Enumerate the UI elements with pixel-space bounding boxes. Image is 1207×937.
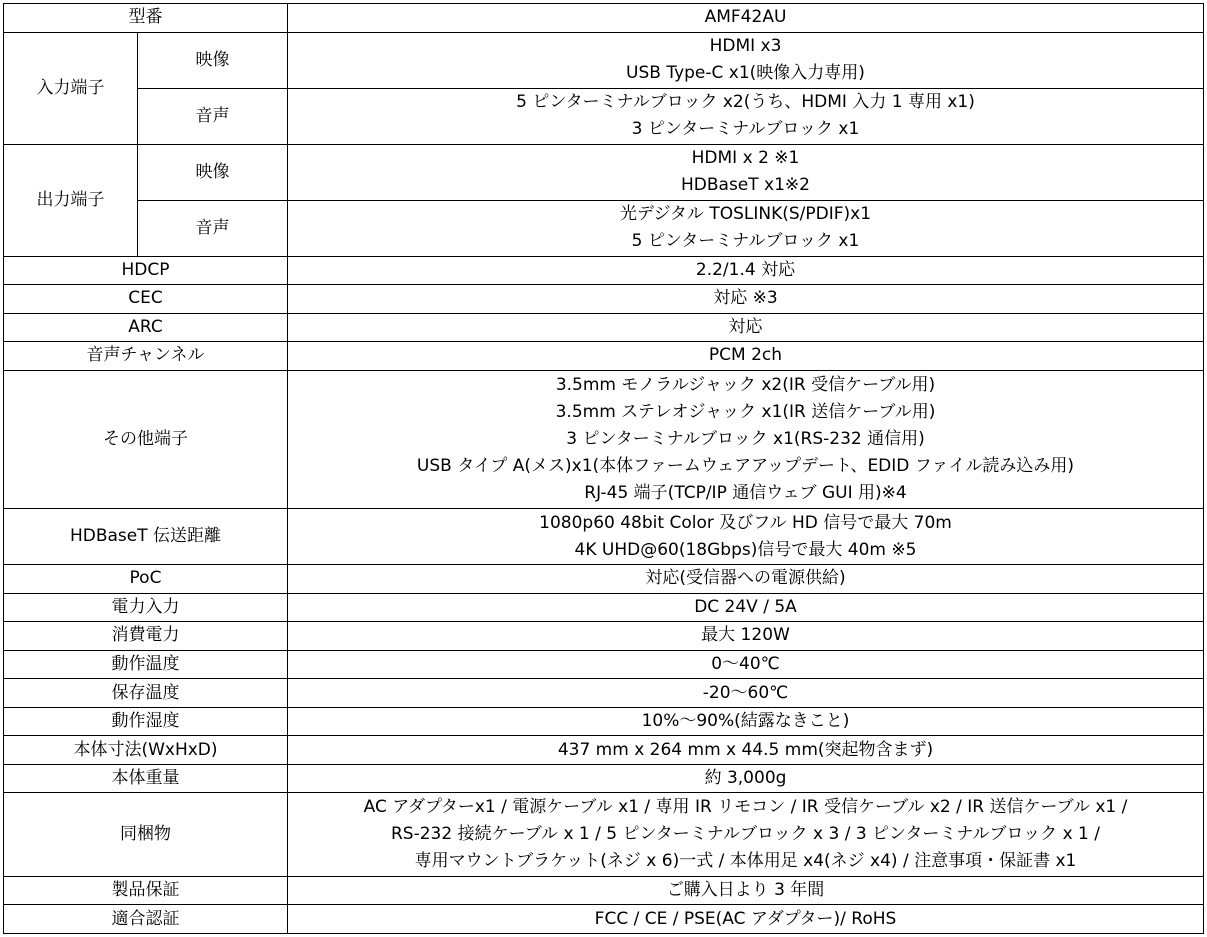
spec-row-weight: [4, 764, 1204, 793]
spec-row-hdbaset-distance: [4, 509, 1204, 565]
spec-row-input-audio: [4, 88, 1204, 144]
spec-value: ご購入日より 3 年間: [288, 876, 1204, 905]
spec-label: HDCP: [4, 256, 288, 285]
spec-value: AC アダプターx1 / 電源ケーブル x1 / 専用 IR リモコン / IR 受信ケーブル x2 / IR 送信ケーブル x1 / RS-232 接続ケーブル x 1 / 5 ピンターミナルブロック x 3 / 3 ピンターミナルブロック x 1 / 専用マウントブラケット(ネジ x 6)一式 / 本体用足 x4(ネジ x4) / 注意事項・保証書 x1: [288, 793, 1204, 877]
spec-row-input-video: [4, 32, 1204, 88]
spec-value: -20～60℃: [288, 679, 1204, 708]
spec-value: PCM 2ch: [288, 342, 1204, 371]
spec-value: AMF42AU: [288, 4, 1204, 33]
spec-label: 型番: [4, 4, 288, 33]
spec-row-hdcp: [4, 256, 1204, 285]
spec-row-package-contents: [4, 793, 1204, 877]
spec-row-output-video: [4, 144, 1204, 200]
spec-group-label: 入力端子: [4, 32, 138, 144]
spec-label: 消費電力: [4, 622, 288, 651]
spec-value: 対応: [288, 313, 1204, 342]
spec-label: 製品保証: [4, 876, 288, 905]
spec-row-certification: [4, 905, 1204, 934]
spec-group-label: 出力端子: [4, 144, 138, 256]
spec-value: 10%～90%(結露なきこと): [288, 707, 1204, 736]
spec-value: 対応(受信器への電源供給): [288, 565, 1204, 594]
spec-row-power-consumption: [4, 622, 1204, 651]
spec-label: その他端子: [4, 370, 288, 509]
spec-row-cec: [4, 285, 1204, 314]
spec-label: 動作湿度: [4, 707, 288, 736]
spec-value: 3.5mm モノラルジャック x2(IR 受信ケーブル用) 3.5mm ステレオジャック x1(IR 送信ケーブル用) 3 ピンターミナルブロック x1(RS-232 通信用) USB タイプ A(メス)x1(本体ファームウェアアップデート、EDID ファイル読み込み用) RJ-45 端子(TCP/IP 通信ウェブ GUI 用)※4: [288, 370, 1204, 509]
spec-label: 動作温度: [4, 650, 288, 679]
spec-label: 本体寸法(WxHxD): [4, 736, 288, 765]
spec-label: CEC: [4, 285, 288, 314]
spec-row-power-input: [4, 593, 1204, 622]
spec-row-other-ports: [4, 370, 1204, 509]
spec-label: ARC: [4, 313, 288, 342]
spec-sub-label: 音声: [138, 200, 288, 256]
spec-value: 5 ピンターミナルブロック x2(うち、HDMI 入力 1 専用 x1) 3 ピンターミナルブロック x1: [288, 88, 1204, 144]
spec-label: 同梱物: [4, 793, 288, 877]
spec-row-warranty: [4, 876, 1204, 905]
spec-value: FCC / CE / PSE(AC アダプター)/ RoHS: [288, 905, 1204, 934]
spec-label: PoC: [4, 565, 288, 594]
spec-label: HDBaseT 伝送距離: [4, 509, 288, 565]
spec-label: 保存温度: [4, 679, 288, 708]
spec-label: 適合認証: [4, 905, 288, 934]
spec-row-poc: [4, 565, 1204, 594]
spec-sub-label: 音声: [138, 88, 288, 144]
spec-row-output-audio: [4, 200, 1204, 256]
spec-value: 1080p60 48bit Color 及びフル HD 信号で最大 70m 4K UHD@60(18Gbps)信号で最大 40m ※5: [288, 509, 1204, 565]
spec-row-operating-humidity: [4, 707, 1204, 736]
spec-value: 最大 120W: [288, 622, 1204, 651]
spec-row-operating-temp: [4, 650, 1204, 679]
spec-value: HDMI x3 USB Type-C x1(映像入力専用): [288, 32, 1204, 88]
spec-value: HDMI x 2 ※1 HDBaseT x1※2: [288, 144, 1204, 200]
spec-row-dimensions: [4, 736, 1204, 765]
spec-row-arc: [4, 313, 1204, 342]
spec-sub-label: 映像: [138, 32, 288, 88]
spec-label: 電力入力: [4, 593, 288, 622]
spec-label: 音声チャンネル: [4, 342, 288, 371]
spec-value: 対応 ※3: [288, 285, 1204, 314]
spec-label: 本体重量: [4, 764, 288, 793]
spec-row-audio-channel: [4, 342, 1204, 371]
spec-value: 0～40℃: [288, 650, 1204, 679]
spec-row-model: [4, 4, 1204, 33]
spec-table: [3, 3, 1204, 934]
spec-value: 2.2/1.4 対応: [288, 256, 1204, 285]
spec-value: 約 3,000g: [288, 764, 1204, 793]
spec-sub-label: 映像: [138, 144, 288, 200]
spec-value: DC 24V / 5A: [288, 593, 1204, 622]
spec-value: 光デジタル TOSLINK(S/PDIF)x1 5 ピンターミナルブロック x1: [288, 200, 1204, 256]
spec-row-storage-temp: [4, 679, 1204, 708]
spec-value: 437 mm x 264 mm x 44.5 mm(突起物含まず): [288, 736, 1204, 765]
